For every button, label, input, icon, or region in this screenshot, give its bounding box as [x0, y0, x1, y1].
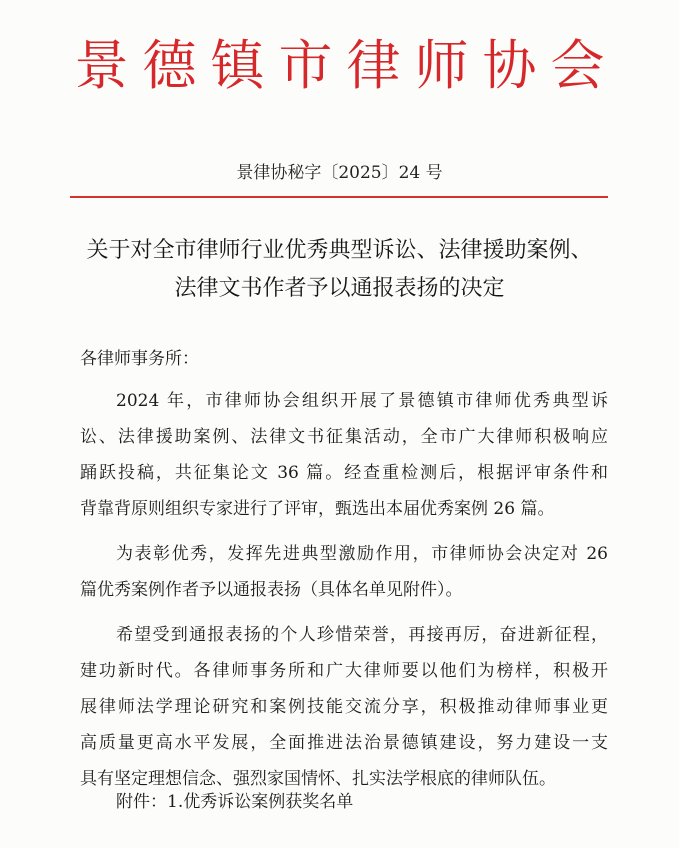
paragraph-line: 篇优秀案例作者予以通报表扬（具体名单见附件）。	[80, 580, 463, 600]
document-title	[0, 232, 679, 308]
paragraph-line: 为表彰优秀，发挥先进典型激励作用，市律师协会决定对 26	[116, 544, 608, 564]
paragraph-1	[80, 383, 608, 527]
paragraph-3	[80, 617, 608, 797]
paragraph-line: 希望受到通报表扬的个人珍惜荣誉，再接再厉，奋进新征程，	[116, 625, 608, 645]
paragraph-line: 展律师法学理论研究和案例技能交流分享，积极推动律师事业更	[80, 697, 608, 717]
red-divider-line	[70, 196, 608, 198]
paragraph-line: 2024 年，市律师协会组织开展了景德镇市律师优秀典型诉	[116, 391, 608, 411]
title-line-1: 关于对全市律师行业优秀典型诉讼、法律援助案例、	[86, 238, 593, 263]
organization-letterhead: 景德镇市律师协会	[74, 34, 619, 97]
salutation: 各律师事务所：	[80, 349, 199, 369]
paragraph-line: 踊跃投稿，共征集论文 36 篇。经查重检测后，根据评审条件和	[80, 463, 608, 483]
paragraph-line: 具有坚定理想信念、强烈家国情怀、扎实法学根底的律师队伍。	[80, 769, 556, 789]
paragraph-line: 高质量更高水平发展，全面推进法治景德镇建设，努力建设一支	[80, 733, 608, 753]
title-line-2: 法律文书作者予以通报表扬的决定	[174, 276, 505, 301]
paragraph-line: 建功新时代。各律师事务所和广大律师要以他们为榜样，积极开	[80, 661, 608, 681]
attachment-line: 附件：1.优秀诉讼案例获奖名单	[116, 792, 354, 812]
paragraph-line: 背靠背原则组织专家进行了评审，甄选出本届优秀案例 26 篇。	[80, 499, 555, 519]
document-body	[80, 383, 608, 797]
paragraph-2	[80, 536, 608, 608]
document-number: 景律协秘字〔2025〕24 号	[236, 163, 443, 183]
paragraph-line: 讼、法律援助案例、法律文书征集活动，全市广大律师积极响应	[80, 427, 608, 447]
